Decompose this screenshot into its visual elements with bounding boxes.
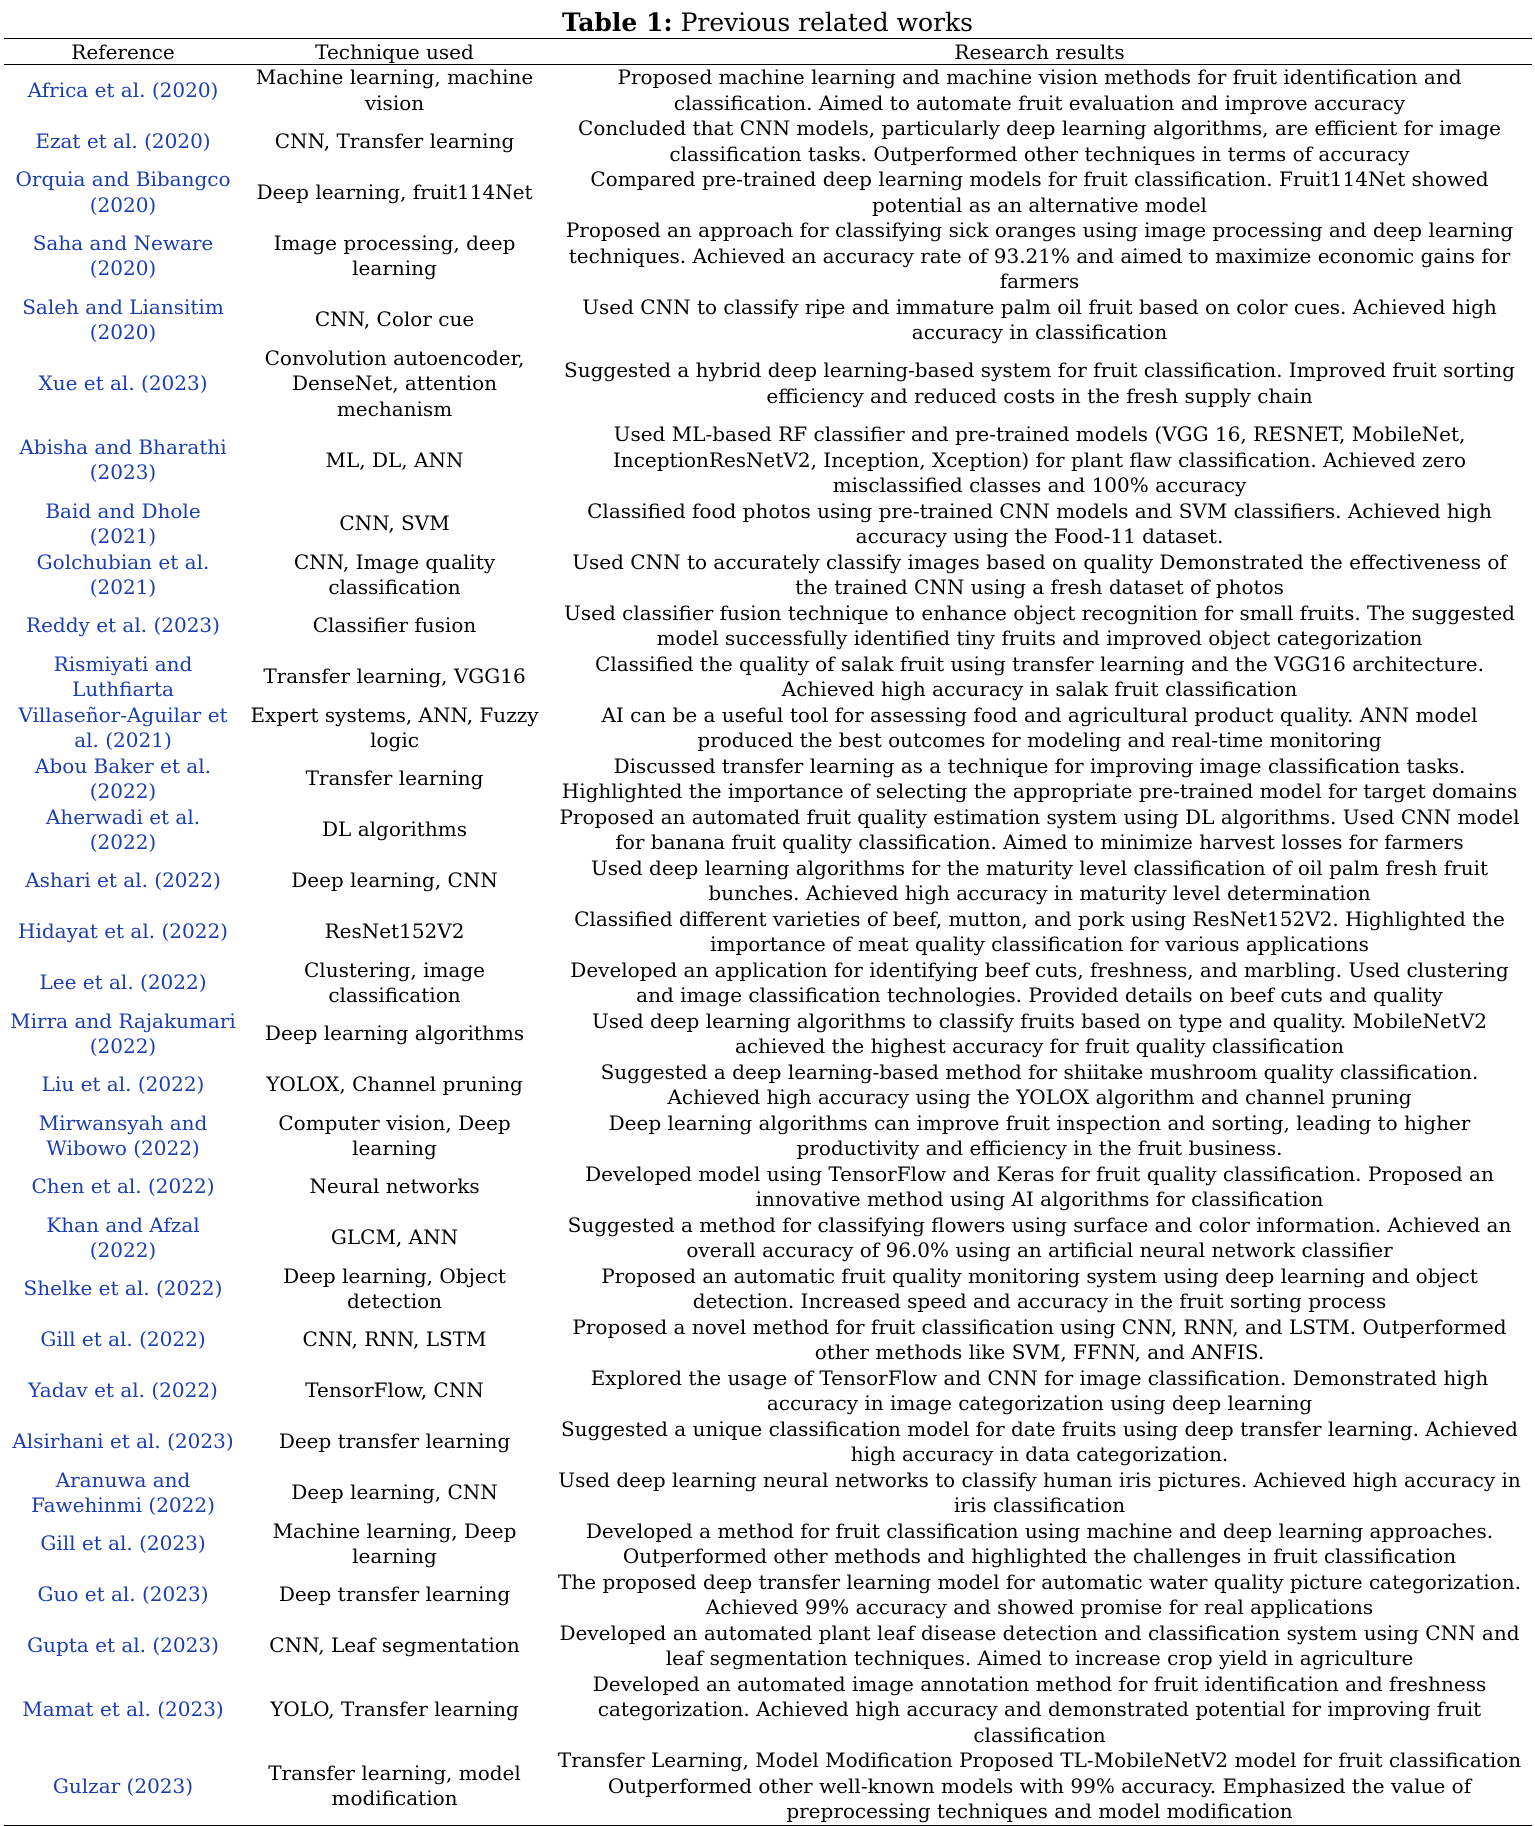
- table-row: [4, 652, 1532, 703]
- technique-cell: Machine learning, Deep learning: [272, 1518, 517, 1568]
- table-row: [4, 703, 1532, 754]
- technique-cell: Deep learning algorithms: [264, 1021, 525, 1046]
- reference-cell[interactable]: Gulzar (2023): [52, 1773, 194, 1798]
- technique-cell: CNN, Transfer learning: [274, 128, 515, 153]
- reference-cell[interactable]: Khan and Afzal (2022): [46, 1212, 200, 1262]
- table-row: [4, 1621, 1532, 1672]
- reference-cell[interactable]: Mamat et al. (2023): [22, 1697, 224, 1721]
- result-cell: Classified food photos using pre-trained CNN models and SVM classifiers. Achieved high accuracy using the Food-11 dataset.: [587, 498, 1492, 548]
- result-cell: Used CNN to accurately classify images based on quality Demonstrated the effectiveness of the trained CNN using a fresh dataset of photos: [572, 549, 1507, 599]
- technique-cell: Neural networks: [309, 1174, 480, 1199]
- result-cell: Proposed a novel method for fruit classification using CNN, RNN, and LSTM. Outperformed other methods like SVM, FFNN, and ANFIS.: [572, 1314, 1507, 1364]
- technique-cell: ResNet152V2: [324, 919, 465, 944]
- table-row: [4, 167, 1532, 218]
- header-results: Research results: [954, 39, 1125, 64]
- reference-cell[interactable]: Hidayat et al. (2022): [18, 919, 228, 944]
- reference-cell[interactable]: Guo et al. (2023): [37, 1582, 209, 1607]
- technique-cell: CNN, SVM: [339, 511, 450, 536]
- reference-cell[interactable]: Gill et al. (2022): [40, 1327, 206, 1352]
- result-cell: Developed model using TensorFlow and Keras for fruit quality classification. Proposed an innovative method using AI algorithms for classification: [585, 1161, 1494, 1211]
- technique-cell: Computer vision, Deep learning: [278, 1110, 511, 1160]
- result-cell: The proposed deep transfer learning model for automatic water quality picture categorization. Achieved 99% accuracy and showed promise for real applications: [558, 1569, 1521, 1619]
- result-cell: Proposed an approach for classifying sick oranges using image processing and deep learning techniques. Achieved an accuracy rate of 93.21% and aimed to maximize economic gains for farmers: [565, 218, 1514, 293]
- technique-cell: Transfer learning: [305, 766, 484, 791]
- reference-cell[interactable]: Xue et al. (2023): [38, 371, 208, 395]
- reference-cell[interactable]: Mirwansyah and Wibowo (2022): [38, 1110, 208, 1160]
- table-row: [4, 601, 1532, 652]
- technique-cell: GLCM, ANN: [330, 1225, 459, 1250]
- result-cell: Used deep learning algorithms to classify fruits based on type and quality. MobileNetV2 achieved the highest accuracy for fruit quality classification: [591, 1008, 1488, 1058]
- reference-cell[interactable]: Liu et al. (2022): [41, 1072, 205, 1097]
- reference-cell[interactable]: Villaseñor-Aguilar et al. (2021): [18, 702, 228, 752]
- table-row: [4, 218, 1532, 295]
- reference-cell[interactable]: Baid and Dhole (2021): [45, 498, 201, 548]
- technique-cell: Deep learning, Object detection: [283, 1263, 506, 1313]
- technique-cell: Classifier fusion: [312, 613, 477, 638]
- reference-cell[interactable]: Ashari et al. (2022): [25, 868, 221, 893]
- table-row: [4, 805, 1532, 856]
- reference-cell[interactable]: Reddy et al. (2023): [26, 613, 220, 638]
- technique-cell: Clustering, image classification: [304, 957, 485, 1007]
- table-row: [4, 754, 1532, 805]
- result-cell: Used CNN to classify ripe and immature palm oil fruit based on color cues. Achieved high accuracy in classification: [582, 294, 1497, 344]
- result-cell: Suggested a hybrid deep learning-based system for fruit classification. Improved fruit sorting efficiency and reduced costs in the fresh supply chain: [564, 358, 1515, 408]
- technique-cell: CNN, Color cue: [314, 307, 475, 332]
- reference-cell[interactable]: Saha and Neware (2020): [32, 230, 214, 281]
- table-row: [4, 550, 1532, 601]
- table-row: [4, 1468, 1532, 1519]
- technique-cell: Deep learning, CNN: [291, 868, 498, 893]
- table-row: [4, 1748, 1532, 1825]
- table-row: [4, 1672, 1532, 1749]
- table-row: [4, 1570, 1532, 1621]
- table-row: [4, 1315, 1532, 1366]
- technique-cell: ML, DL, ANN: [325, 447, 464, 472]
- reference-cell[interactable]: Gill et al. (2023): [40, 1531, 206, 1556]
- reference-cell[interactable]: Orquia and Bibangco (2020): [15, 167, 231, 217]
- result-cell: Developed an automated image annotation method for fruit identification and freshness categorization. Achieved high accuracy and demonstrated potential for improving fruit classification: [592, 1671, 1487, 1747]
- technique-cell: TensorFlow, CNN: [305, 1378, 484, 1403]
- table-row: [4, 1519, 1532, 1570]
- result-cell: Classified different varieties of beef, mutton, and pork using ResNet152V2. Highlighted the importance of meat quality classification for various applications: [574, 906, 1505, 956]
- technique-cell: Convolution autoencoder, DenseNet, attention mechanism: [264, 345, 525, 421]
- technique-cell: Expert systems, ANN, Fuzzy logic: [250, 702, 539, 752]
- table-row: [4, 958, 1532, 1009]
- result-cell: Deep learning algorithms can improve fruit inspection and sorting, leading to higher productivity and efficiency in the fruit business.: [608, 1110, 1471, 1160]
- technique-cell: Deep learning, fruit114Net: [256, 179, 533, 204]
- table-row: [4, 499, 1532, 550]
- technique-cell: Deep learning, CNN: [291, 1480, 498, 1505]
- result-cell: Compared pre-trained deep learning models for fruit classification. Fruit114Net showed potential as an alternative model: [590, 167, 1489, 217]
- result-cell: Developed an application for identifying beef cuts, freshness, and marbling. Used clustering and image classification technologies. Provided details on beef cuts and quality: [570, 957, 1509, 1007]
- result-cell: Transfer Learning, Model Modification Proposed TL-MobileNetV2 model for fruit classification Outperformed other well-known models with 99% accuracy. Emphasized the value of preprocessing techniques and model modification: [557, 1748, 1522, 1823]
- table-row: [4, 1009, 1532, 1060]
- table-row: [4, 1213, 1532, 1264]
- result-cell: Used ML-based RF classifier and pre-trained models (VGG 16, RESNET, MobileNet, InceptionResNetV2, Inception, Xception) for plant flaw classification. Achieved zero misclassified classes and 100% accuracy: [612, 422, 1467, 497]
- reference-cell[interactable]: Mirra and Rajakumari (2022): [10, 1008, 236, 1058]
- table-row: [4, 116, 1532, 167]
- table-row: [4, 65, 1532, 117]
- result-cell: Used deep learning neural networks to classify human iris pictures. Achieved high accuracy in iris classification: [558, 1467, 1521, 1517]
- reference-cell[interactable]: Golchubian et al. (2021): [36, 549, 210, 599]
- table-row: [4, 1264, 1532, 1315]
- result-cell: Suggested a method for classifying flowers using surface and color information. Achieved an overall accuracy of 96.0% using an artificial neural network classifier: [567, 1212, 1512, 1262]
- technique-cell: YOLO, Transfer learning: [270, 1697, 519, 1721]
- table-row: [4, 856, 1532, 907]
- reference-cell[interactable]: Aranuwa and Fawehinmi (2022): [31, 1467, 215, 1517]
- result-cell: Proposed an automated fruit quality estimation system using DL algorithms. Used CNN model for banana fruit quality classification. Aimed to minimize harvest losses for farmers: [559, 804, 1520, 854]
- header-row: [4, 39, 1532, 65]
- result-cell: Developed a method for fruit classification using machine and deep learning approaches. Outperformed other methods and highlighted the challenges in fruit classification: [585, 1518, 1494, 1568]
- table-body: [4, 65, 1532, 1826]
- table-row: [4, 907, 1532, 958]
- technique-cell: CNN, Leaf segmentation: [269, 1633, 520, 1658]
- technique-cell: Image processing, deep learning: [273, 230, 516, 281]
- result-cell: Developed an automated plant leaf disease detection and classification system using CNN and leaf segmentation techniques. Aimed to increase crop yield in agriculture: [559, 1620, 1520, 1670]
- reference-cell[interactable]: Shelke et al. (2022): [23, 1276, 223, 1301]
- technique-cell: Machine learning, machine vision: [255, 65, 534, 115]
- table-row: [4, 1060, 1532, 1111]
- caption-label: Table 1:: [561, 8, 673, 37]
- reference-cell[interactable]: Ezat et al. (2020): [35, 128, 211, 153]
- header-technique: Technique used: [315, 39, 474, 64]
- reference-cell[interactable]: Rismiyati and Luthfiarta: [53, 651, 193, 701]
- reference-cell[interactable]: Aherwadi et al. (2022): [45, 804, 201, 854]
- reference-cell[interactable]: Gupta et al. (2023): [27, 1633, 219, 1658]
- table-row: [4, 1162, 1532, 1213]
- caption-text: Previous related works: [680, 8, 973, 37]
- reference-cell[interactable]: Alsirhani et al. (2023): [12, 1429, 234, 1454]
- table-row: [4, 422, 1532, 499]
- result-cell: Proposed an automatic fruit quality monitoring system using deep learning and object detection. Increased speed and accuracy in the fruit sorting process: [601, 1263, 1478, 1313]
- header-reference: Reference: [71, 39, 175, 64]
- result-cell: Suggested a deep learning-based method for shiitake mushroom quality classification. Achieved high accuracy using the YOLOX algorithm and channel pruning: [600, 1059, 1479, 1109]
- reference-cell[interactable]: Saleh and Liansitim (2020): [22, 294, 224, 344]
- technique-cell: CNN, Image quality classification: [293, 549, 496, 599]
- result-cell: Used deep learning algorithms for the maturity level classification of oil palm fresh fruit bunches. Achieved high accuracy in maturity level determination: [590, 855, 1489, 905]
- reference-cell[interactable]: Africa et al. (2020): [27, 77, 219, 102]
- technique-cell: Transfer learning, VGG16: [263, 664, 526, 689]
- reference-cell[interactable]: Abou Baker et al. (2022): [35, 753, 211, 803]
- result-cell: Discussed transfer learning as a technique for improving image classification tasks. Highlighted the importance of selecting the appropriate pre-trained model for target domains: [561, 753, 1518, 803]
- result-cell: AI can be a useful tool for assessing food and agricultural product quality. ANN model produced the best outcomes for modeling and real-time monitoring: [601, 702, 1478, 752]
- technique-cell: Deep transfer learning: [278, 1582, 511, 1607]
- technique-cell: CNN, RNN, LSTM: [302, 1327, 487, 1352]
- reference-cell[interactable]: Chen et al. (2022): [31, 1174, 215, 1199]
- result-cell: Classified the quality of salak fruit using transfer learning and the VGG16 architecture. Achieved high accuracy in salak fruit classification: [595, 651, 1484, 701]
- technique-cell: Deep transfer learning: [278, 1429, 511, 1454]
- table-row: [4, 1111, 1532, 1162]
- table-row: [4, 1366, 1532, 1417]
- result-cell: Used classifier fusion technique to enhance object recognition for small fruits. The suggested model successfully identified tiny fruits and improved object categorization: [564, 600, 1515, 650]
- technique-cell: DL algorithms: [322, 817, 467, 842]
- table-row: [4, 295, 1532, 346]
- table-row: [4, 1417, 1532, 1468]
- reference-cell[interactable]: Lee et al. (2022): [39, 970, 207, 995]
- related-works-table: [4, 38, 1532, 1826]
- reference-cell[interactable]: Abisha and Bharathi (2023): [19, 434, 227, 485]
- technique-cell: YOLOX, Channel pruning: [266, 1072, 523, 1097]
- result-cell: Concluded that CNN models, particularly deep learning algorithms, are efficient for image classification tasks. Outperformed other techniques in terms of accuracy: [578, 116, 1501, 166]
- table-caption: [0, 0, 1535, 40]
- table-row: [4, 346, 1532, 423]
- result-cell: Proposed machine learning and machine vision methods for fruit identification and classification. Aimed to automate fruit evaluation and improve accuracy: [617, 65, 1462, 115]
- result-cell: Explored the usage of TensorFlow and CNN for image classification. Demonstrated high accuracy in image categorization using deep learning: [590, 1365, 1489, 1415]
- reference-cell[interactable]: Yadav et al. (2022): [28, 1378, 218, 1403]
- result-cell: Suggested a unique classification model for date fruits using deep transfer learning. Achieved high accuracy in data categorization.: [560, 1416, 1518, 1466]
- technique-cell: Transfer learning, model modification: [268, 1760, 521, 1811]
